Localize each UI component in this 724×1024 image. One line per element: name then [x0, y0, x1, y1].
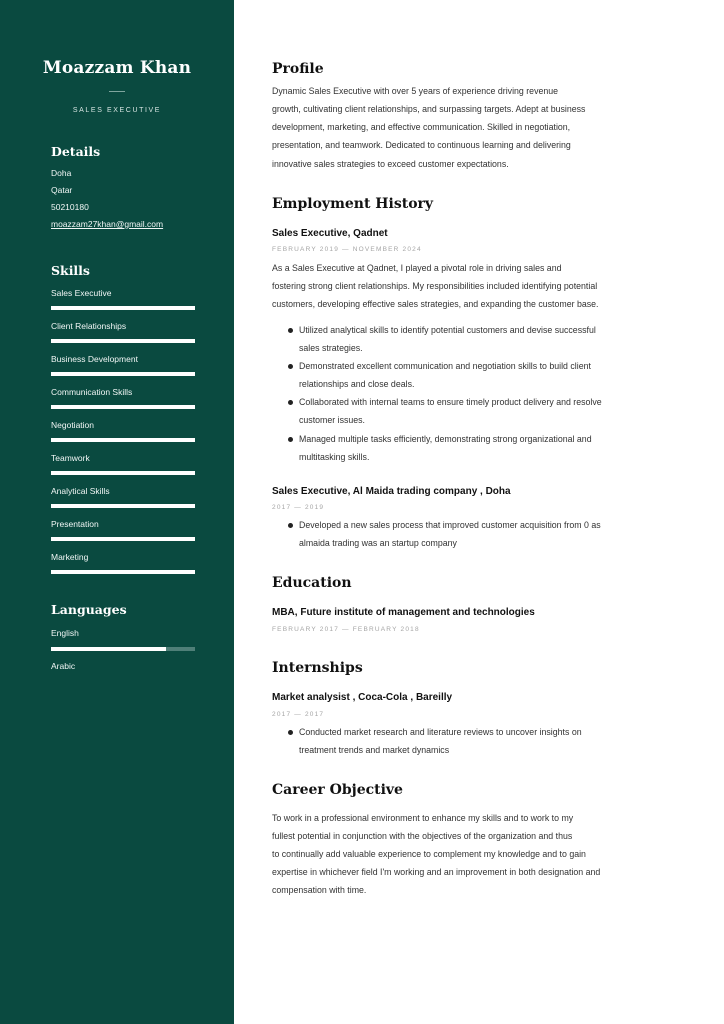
skill-level-bar — [51, 372, 195, 376]
skill-level-bar — [51, 471, 195, 475]
objective-line: fullest potential in conjunction with the objectives of the organization and thus — [272, 831, 573, 841]
profile-line: Dynamic Sales Executive with over 5 years of experience driving revenue — [272, 86, 559, 96]
job-summary-line: As a Sales Executive at Qadnet, I played a pivotal role in driving sales and — [272, 263, 562, 273]
profile-line: growth, cultivating client relationships, and surpassing targets. Adept at business — [272, 104, 586, 114]
skill-label: Analytical Skills — [51, 486, 110, 496]
skill-level-bar — [51, 405, 195, 409]
bullet-text: multitasking skills. — [299, 452, 370, 462]
objective-line: expertise in whichever field I'm working and an improvement in both designation and — [272, 867, 601, 877]
job-date: 2017 — 2019 — [272, 504, 325, 511]
bullet-text: Collaborated with internal teams to ensure timely product delivery and resolve — [299, 397, 602, 407]
job-summary-line: customers, developing effective sales strategies, and expanding the customer base. — [272, 299, 599, 309]
bullet-text: almaida trading was an startup company — [299, 538, 457, 548]
skill-level-fill — [51, 471, 195, 475]
skill-level-fill — [51, 372, 195, 376]
language-level-fill — [51, 647, 166, 651]
candidate-name: Moazzam Khan — [42, 58, 192, 78]
skill-label: Business Development — [51, 354, 138, 364]
profile-line: development, marketing, and effective communication. Skilled in negotiation, — [272, 122, 571, 132]
skill-level-fill — [51, 339, 195, 343]
bullet-text: treatment trends and market dynamics — [299, 745, 450, 755]
bullet-text: Conducted market research and literature reviews to uncover insights on — [299, 727, 582, 737]
skill-level-fill — [51, 306, 195, 310]
skill-label: Presentation — [51, 519, 99, 529]
bullet-dot — [288, 364, 293, 369]
skill-label: Client Relationships — [51, 321, 127, 331]
details-country: Qatar — [51, 185, 73, 195]
skill-label: Communication Skills — [51, 387, 133, 397]
internship-date: 2017 — 2017 — [272, 711, 325, 718]
language-label: English — [51, 628, 79, 638]
language-level-bar — [51, 647, 195, 651]
job-summary-line: fostering strong client relationships. My responsibilities included identifying potential — [272, 281, 598, 291]
bullet-text: Utilized analytical skills to identify potential customers and devise successful — [299, 325, 596, 335]
internships-heading: Internships — [272, 660, 363, 676]
bullet-text: relationships and close deals. — [299, 379, 415, 389]
bullet-text: Demonstrated excellent communication and negotiation skills to build client — [299, 361, 591, 371]
skill-label: Sales Executive — [51, 288, 112, 298]
skill-level-fill — [51, 570, 195, 574]
bullet-text: Developed a new sales process that improved customer acquisition from 0 as — [299, 520, 601, 530]
skills-heading: Skills — [51, 263, 90, 278]
skill-level-fill — [51, 405, 195, 409]
objective-line: to continually add valuable experience to complement my knowledge and to gain — [272, 849, 586, 859]
details-phone: 50210180 — [51, 202, 89, 212]
job-title: SALES EXECUTIVE — [72, 107, 162, 114]
skill-level-bar — [51, 537, 195, 541]
job-title: Sales Executive, Qadnet — [272, 228, 388, 239]
skill-level-bar — [51, 570, 195, 574]
skill-level-fill — [51, 537, 195, 541]
job-title: Sales Executive, Al Maida trading company , Doha — [272, 486, 511, 497]
skill-label: Negotiation — [51, 420, 95, 430]
bullet-text: Managed multiple tasks efficiently, demonstrating strong organizational and — [299, 434, 592, 444]
details-city: Doha — [51, 168, 72, 178]
objective-line: compensation with time. — [272, 885, 367, 895]
skill-level-fill — [51, 504, 195, 508]
skill-level-bar — [51, 504, 195, 508]
bullet-dot — [288, 730, 293, 735]
profile-line: presentation, and teamwork. Dedicated to continuous learning and delivering — [272, 140, 571, 150]
sidebar — [0, 0, 234, 1024]
skill-label: Marketing — [51, 552, 89, 562]
bullet-dot — [288, 328, 293, 333]
name-divider — [109, 91, 125, 92]
details-heading: Details — [51, 144, 101, 159]
bullet-dot — [288, 523, 293, 528]
job-date: FEBRUARY 2019 — NOVEMBER 2024 — [272, 246, 422, 253]
bullet-dot — [288, 437, 293, 442]
language-label: Arabic — [51, 661, 76, 671]
education-heading: Education — [272, 575, 352, 591]
skill-level-bar — [51, 339, 195, 343]
skill-level-bar — [51, 306, 195, 310]
profile-heading: Profile — [272, 61, 324, 77]
main-content — [234, 0, 724, 1024]
education-date: FEBRUARY 2017 — FEBRUARY 2018 — [272, 626, 420, 633]
details-email-link[interactable]: moazzam27khan@gmail.com — [51, 219, 164, 229]
bullet-text: customer issues. — [299, 415, 365, 425]
skill-level-fill — [51, 438, 195, 442]
objective-line: To work in a professional environment to enhance my skills and to work to my — [272, 813, 574, 823]
profile-line: innovative sales strategies to exceed customer expectations. — [272, 159, 509, 169]
skill-label: Teamwork — [51, 453, 90, 463]
languages-heading: Languages — [51, 602, 127, 617]
objective-heading: Career Objective — [272, 782, 403, 798]
internship-title: Market analysist , Coca-Cola , Bareilly — [272, 692, 453, 703]
employment-heading: Employment History — [272, 196, 434, 212]
bullet-dot — [288, 400, 293, 405]
education-title: MBA, Future institute of management and technologies — [272, 607, 535, 618]
skill-level-bar — [51, 438, 195, 442]
bullet-text: sales strategies. — [299, 343, 363, 353]
